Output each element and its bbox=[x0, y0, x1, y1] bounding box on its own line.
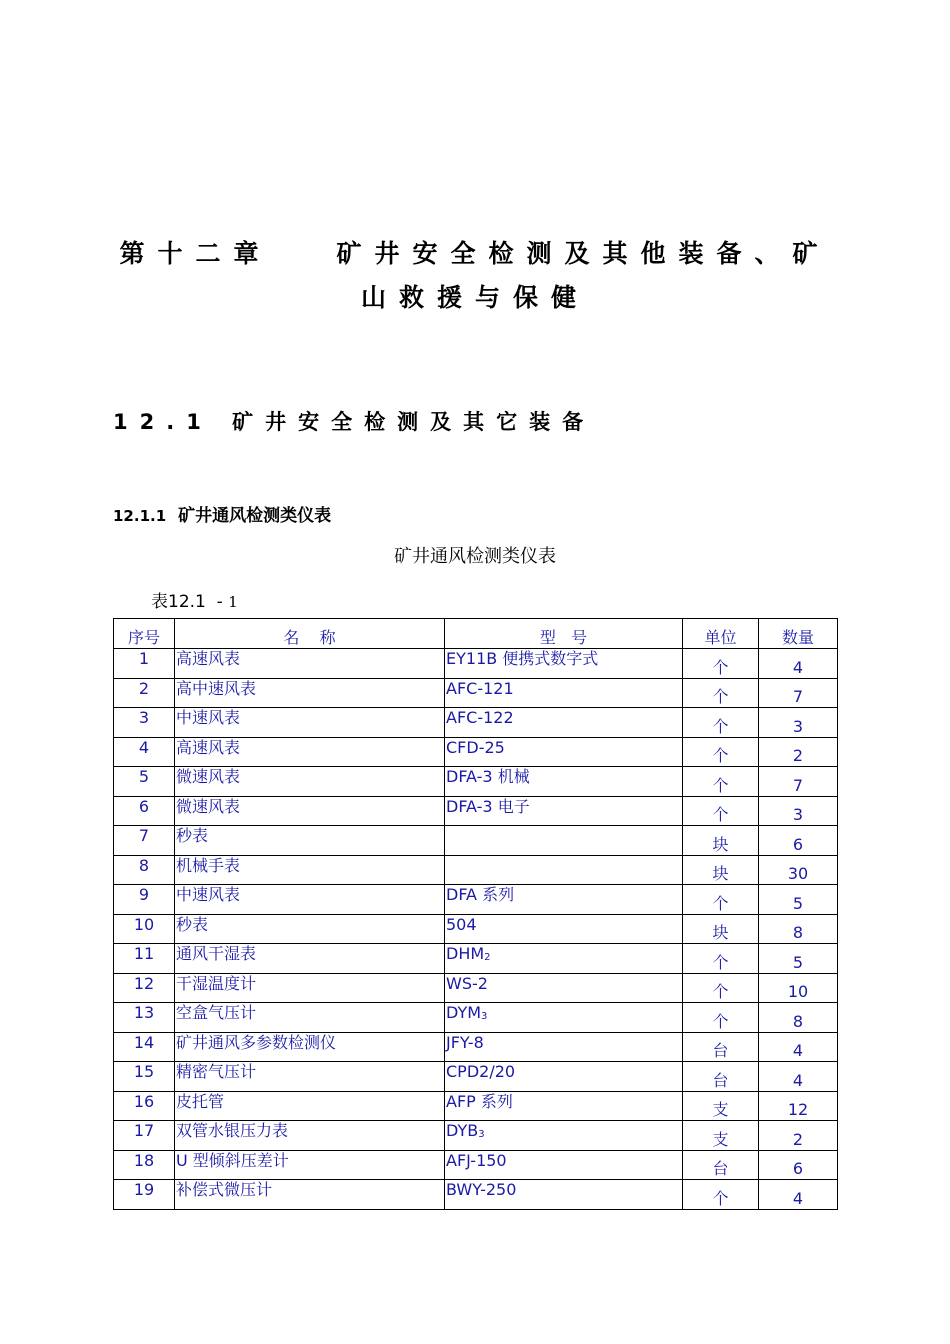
row-index bbox=[114, 1003, 175, 1033]
row-unit bbox=[683, 1150, 759, 1180]
row-model-text: EY11B 便携式数字式 bbox=[446, 649, 599, 668]
row-model bbox=[445, 1150, 683, 1180]
row-index bbox=[114, 944, 175, 974]
header-unit: 单位 bbox=[683, 619, 759, 649]
row-unit bbox=[683, 1003, 759, 1033]
row-name bbox=[175, 1062, 445, 1092]
row-index bbox=[114, 1091, 175, 1121]
row-name bbox=[175, 1180, 445, 1210]
row-quantity-text: 5 bbox=[792, 893, 804, 913]
row-index-text: 18 bbox=[133, 1150, 155, 1170]
row-index-text: 2 bbox=[138, 678, 150, 698]
row-unit-text: 支 bbox=[712, 1129, 729, 1149]
row-quantity-text: 8 bbox=[792, 923, 804, 942]
row-name bbox=[175, 1003, 445, 1033]
row-unit bbox=[683, 944, 759, 974]
row-model bbox=[445, 826, 683, 856]
table-caption: 矿井通风检测类仪表 bbox=[394, 546, 556, 567]
table-row bbox=[114, 973, 838, 1003]
table-header-row bbox=[114, 619, 838, 649]
row-index-text: 8 bbox=[138, 855, 150, 875]
row-unit-text: 个 bbox=[712, 805, 729, 824]
row-unit bbox=[683, 708, 759, 738]
table-number-suffix: 1 bbox=[228, 593, 238, 611]
subsection-title: 矿井通风检测类仪表 bbox=[178, 506, 332, 526]
row-model bbox=[445, 1121, 683, 1151]
row-unit bbox=[683, 1121, 759, 1151]
row-index bbox=[114, 767, 175, 797]
row-name bbox=[175, 1032, 445, 1062]
row-unit bbox=[683, 767, 759, 797]
row-quantity-text: 2 bbox=[792, 746, 804, 765]
row-index-text: 4 bbox=[138, 737, 150, 757]
row-quantity bbox=[759, 708, 838, 738]
table-row bbox=[114, 855, 838, 885]
row-unit-text: 块 bbox=[712, 923, 729, 942]
row-unit-text: 台 bbox=[712, 1041, 729, 1060]
row-name-text: 高速风表 bbox=[176, 649, 241, 668]
row-index bbox=[114, 1121, 175, 1151]
row-model-text: AFC-121 bbox=[446, 678, 514, 698]
row-index-text: 6 bbox=[138, 796, 150, 816]
row-index bbox=[114, 914, 175, 944]
row-quantity-text: 10 bbox=[787, 982, 809, 1001]
row-unit-text: 块 bbox=[712, 834, 729, 854]
row-index-text: 10 bbox=[133, 914, 155, 934]
row-model-text: AFP 系列 bbox=[446, 1091, 513, 1111]
row-name bbox=[175, 737, 445, 767]
row-index bbox=[114, 855, 175, 885]
row-quantity-text: 3 bbox=[792, 805, 804, 824]
row-index bbox=[114, 796, 175, 826]
row-name bbox=[175, 1150, 445, 1180]
row-model bbox=[445, 767, 683, 797]
row-name bbox=[175, 855, 445, 885]
table-row bbox=[114, 796, 838, 826]
row-unit bbox=[683, 678, 759, 708]
row-name bbox=[175, 914, 445, 944]
row-quantity-text: 6 bbox=[792, 1159, 804, 1178]
row-model-subscript: 2 bbox=[484, 952, 491, 963]
row-model-text: WS-2 bbox=[446, 973, 488, 993]
row-index-text: 13 bbox=[133, 1003, 155, 1022]
row-model bbox=[445, 1091, 683, 1121]
table-row bbox=[114, 708, 838, 738]
table-row bbox=[114, 737, 838, 767]
row-unit bbox=[683, 649, 759, 679]
section-heading: 12.1 矿井安全检测及其它装备 bbox=[113, 410, 596, 434]
table-body bbox=[114, 649, 838, 1210]
row-quantity bbox=[759, 678, 838, 708]
row-index-text: 19 bbox=[133, 1180, 155, 1199]
row-model bbox=[445, 944, 683, 974]
row-index-text: 9 bbox=[138, 885, 150, 904]
chapter-title-line-2: 山救援与保健 bbox=[360, 283, 589, 312]
row-quantity-text: 2 bbox=[792, 1129, 804, 1149]
table-row bbox=[114, 826, 838, 856]
row-model bbox=[445, 1032, 683, 1062]
row-unit bbox=[683, 826, 759, 856]
row-index bbox=[114, 1180, 175, 1210]
row-index bbox=[114, 1150, 175, 1180]
chapter-title bbox=[0, 232, 950, 320]
row-index-text: 5 bbox=[138, 767, 150, 786]
row-model-subscript: 3 bbox=[478, 1129, 485, 1140]
row-name-text: 空盒气压计 bbox=[176, 1003, 257, 1022]
table-row bbox=[114, 1091, 838, 1121]
row-quantity bbox=[759, 649, 838, 679]
row-index-text: 15 bbox=[133, 1062, 155, 1081]
row-quantity-text: 4 bbox=[792, 1041, 804, 1060]
row-quantity bbox=[759, 944, 838, 974]
row-name-text: 干湿温度计 bbox=[176, 973, 257, 993]
row-index bbox=[114, 737, 175, 767]
row-name-text: 双管水银压力表 bbox=[176, 1121, 289, 1140]
row-model bbox=[445, 708, 683, 738]
table-row bbox=[114, 914, 838, 944]
header-index: 序号 bbox=[114, 619, 175, 649]
row-model-text: DHM bbox=[446, 944, 485, 963]
row-unit bbox=[683, 1091, 759, 1121]
row-unit-text: 个 bbox=[712, 1188, 729, 1208]
row-index-text: 3 bbox=[138, 708, 150, 727]
header-model: 型 号 bbox=[445, 619, 683, 649]
table-row bbox=[114, 1062, 838, 1092]
row-unit-text: 台 bbox=[712, 1070, 729, 1090]
row-model-text: CPD2/20 bbox=[446, 1062, 516, 1081]
row-quantity-text: 5 bbox=[792, 952, 804, 972]
row-unit bbox=[683, 1062, 759, 1092]
row-name bbox=[175, 796, 445, 826]
table-row bbox=[114, 1121, 838, 1151]
row-quantity bbox=[759, 1150, 838, 1180]
row-quantity bbox=[759, 1091, 838, 1121]
row-name bbox=[175, 973, 445, 1003]
row-quantity bbox=[759, 826, 838, 856]
row-name-text: U 型倾斜压差计 bbox=[176, 1150, 289, 1170]
row-model bbox=[445, 1003, 683, 1033]
row-quantity-text: 3 bbox=[792, 716, 804, 736]
row-unit bbox=[683, 796, 759, 826]
row-name-text: 高中速风表 bbox=[176, 678, 257, 698]
row-quantity-text: 4 bbox=[792, 657, 804, 677]
table-row bbox=[114, 885, 838, 915]
row-quantity bbox=[759, 1180, 838, 1210]
row-model-text: DFA-3 机械 bbox=[446, 767, 530, 786]
row-unit-text: 支 bbox=[712, 1100, 729, 1119]
row-quantity bbox=[759, 1121, 838, 1151]
row-unit-text: 个 bbox=[712, 716, 729, 736]
row-model-text: BWY-250 bbox=[446, 1180, 517, 1199]
row-index-text: 17 bbox=[133, 1121, 155, 1140]
row-name-text: 补偿式微压计 bbox=[176, 1180, 273, 1199]
row-name-text: 通风干湿表 bbox=[176, 944, 257, 963]
row-model bbox=[445, 796, 683, 826]
subsection-heading bbox=[113, 501, 331, 526]
row-index bbox=[114, 826, 175, 856]
table-row bbox=[114, 1150, 838, 1180]
row-index bbox=[114, 885, 175, 915]
row-index bbox=[114, 1032, 175, 1062]
row-quantity-text: 30 bbox=[787, 864, 809, 883]
subsection-number: 12.1.1 bbox=[113, 507, 167, 525]
row-index bbox=[114, 649, 175, 679]
row-model bbox=[445, 1062, 683, 1092]
row-model-text: AFC-122 bbox=[446, 708, 514, 727]
row-unit-text: 个 bbox=[712, 687, 729, 706]
row-unit-text: 个 bbox=[712, 657, 729, 677]
instrument-table bbox=[113, 618, 838, 1210]
row-unit-text: 个 bbox=[712, 1011, 729, 1031]
row-quantity bbox=[759, 973, 838, 1003]
row-name-text: 秒表 bbox=[176, 826, 209, 845]
row-name bbox=[175, 649, 445, 679]
row-name-text: 中速风表 bbox=[176, 708, 241, 727]
row-unit bbox=[683, 737, 759, 767]
row-name-text: 微速风表 bbox=[176, 767, 241, 786]
row-name-text: 皮托管 bbox=[176, 1091, 225, 1111]
chapter-title-line-1: 第十二章 矿井安全检测及其他装备、矿 bbox=[119, 239, 831, 268]
row-quantity-text: 4 bbox=[792, 1070, 804, 1090]
row-index-text: 16 bbox=[133, 1091, 155, 1111]
header-name: 名 称 bbox=[175, 619, 445, 649]
row-quantity bbox=[759, 1062, 838, 1092]
table-row bbox=[114, 1180, 838, 1210]
row-model-text: 504 bbox=[446, 914, 477, 934]
row-name bbox=[175, 826, 445, 856]
row-unit bbox=[683, 885, 759, 915]
row-model-text: DYM bbox=[446, 1003, 482, 1022]
row-index bbox=[114, 708, 175, 738]
row-index bbox=[114, 678, 175, 708]
row-unit-text: 个 bbox=[712, 775, 729, 795]
row-unit bbox=[683, 855, 759, 885]
row-index-text: 14 bbox=[133, 1032, 155, 1052]
row-name-text: 微速风表 bbox=[176, 796, 241, 816]
row-unit-text: 个 bbox=[712, 893, 729, 913]
row-quantity bbox=[759, 737, 838, 767]
row-name bbox=[175, 1091, 445, 1121]
row-index-text: 12 bbox=[133, 973, 155, 993]
row-model bbox=[445, 914, 683, 944]
row-name-text: 矿井通风多参数检测仪 bbox=[176, 1032, 337, 1052]
row-unit-text: 个 bbox=[712, 982, 729, 1001]
row-model bbox=[445, 678, 683, 708]
row-quantity-text: 12 bbox=[787, 1100, 809, 1119]
row-unit bbox=[683, 914, 759, 944]
row-index-text: 11 bbox=[133, 944, 155, 963]
row-model bbox=[445, 973, 683, 1003]
table-row bbox=[114, 1032, 838, 1062]
row-name bbox=[175, 708, 445, 738]
row-unit bbox=[683, 973, 759, 1003]
row-quantity bbox=[759, 796, 838, 826]
row-quantity bbox=[759, 767, 838, 797]
row-name-text: 秒表 bbox=[176, 914, 209, 934]
row-index bbox=[114, 1062, 175, 1092]
row-model bbox=[445, 1180, 683, 1210]
table-row bbox=[114, 649, 838, 679]
row-quantity-text: 6 bbox=[792, 834, 804, 854]
row-name bbox=[175, 767, 445, 797]
row-quantity-text: 7 bbox=[792, 687, 804, 706]
row-name-text: 高速风表 bbox=[176, 737, 241, 757]
row-model-text: CFD-25 bbox=[446, 737, 505, 757]
row-model bbox=[445, 649, 683, 679]
row-model bbox=[445, 885, 683, 915]
row-quantity bbox=[759, 1003, 838, 1033]
row-name-text: 精密气压计 bbox=[176, 1062, 257, 1081]
table-row bbox=[114, 767, 838, 797]
row-quantity-text: 4 bbox=[792, 1188, 804, 1208]
row-quantity bbox=[759, 1032, 838, 1062]
row-unit-text: 台 bbox=[712, 1159, 729, 1178]
row-model bbox=[445, 737, 683, 767]
row-model-text: AFJ-150 bbox=[446, 1150, 507, 1170]
row-model bbox=[445, 855, 683, 885]
row-model-text: JFY-8 bbox=[446, 1032, 484, 1052]
header-quantity: 数量 bbox=[759, 619, 838, 649]
row-name bbox=[175, 1121, 445, 1151]
row-quantity bbox=[759, 855, 838, 885]
row-name-text: 机械手表 bbox=[176, 855, 241, 875]
table-number-prefix: 表12.1 - bbox=[151, 592, 223, 612]
row-quantity-text: 8 bbox=[792, 1011, 804, 1031]
row-unit-text: 个 bbox=[712, 952, 729, 972]
row-unit bbox=[683, 1032, 759, 1062]
row-index bbox=[114, 973, 175, 1003]
table-row bbox=[114, 678, 838, 708]
row-index-text: 7 bbox=[138, 826, 150, 845]
row-quantity-text: 7 bbox=[792, 775, 804, 795]
table-row bbox=[114, 1003, 838, 1033]
row-model-text: DFA 系列 bbox=[446, 885, 515, 904]
table-number bbox=[151, 587, 238, 612]
row-unit bbox=[683, 1180, 759, 1210]
row-name bbox=[175, 678, 445, 708]
row-unit-text: 个 bbox=[712, 746, 729, 765]
row-name bbox=[175, 944, 445, 974]
row-name bbox=[175, 885, 445, 915]
row-quantity bbox=[759, 914, 838, 944]
table-row bbox=[114, 944, 838, 974]
row-name-text: 中速风表 bbox=[176, 885, 241, 904]
row-quantity bbox=[759, 885, 838, 915]
row-model-text: DFA-3 电子 bbox=[446, 796, 530, 816]
row-index-text: 1 bbox=[138, 649, 150, 668]
row-model-subscript: 3 bbox=[481, 1011, 488, 1022]
row-model-text: DYB bbox=[446, 1121, 479, 1140]
row-unit-text: 块 bbox=[712, 864, 729, 883]
